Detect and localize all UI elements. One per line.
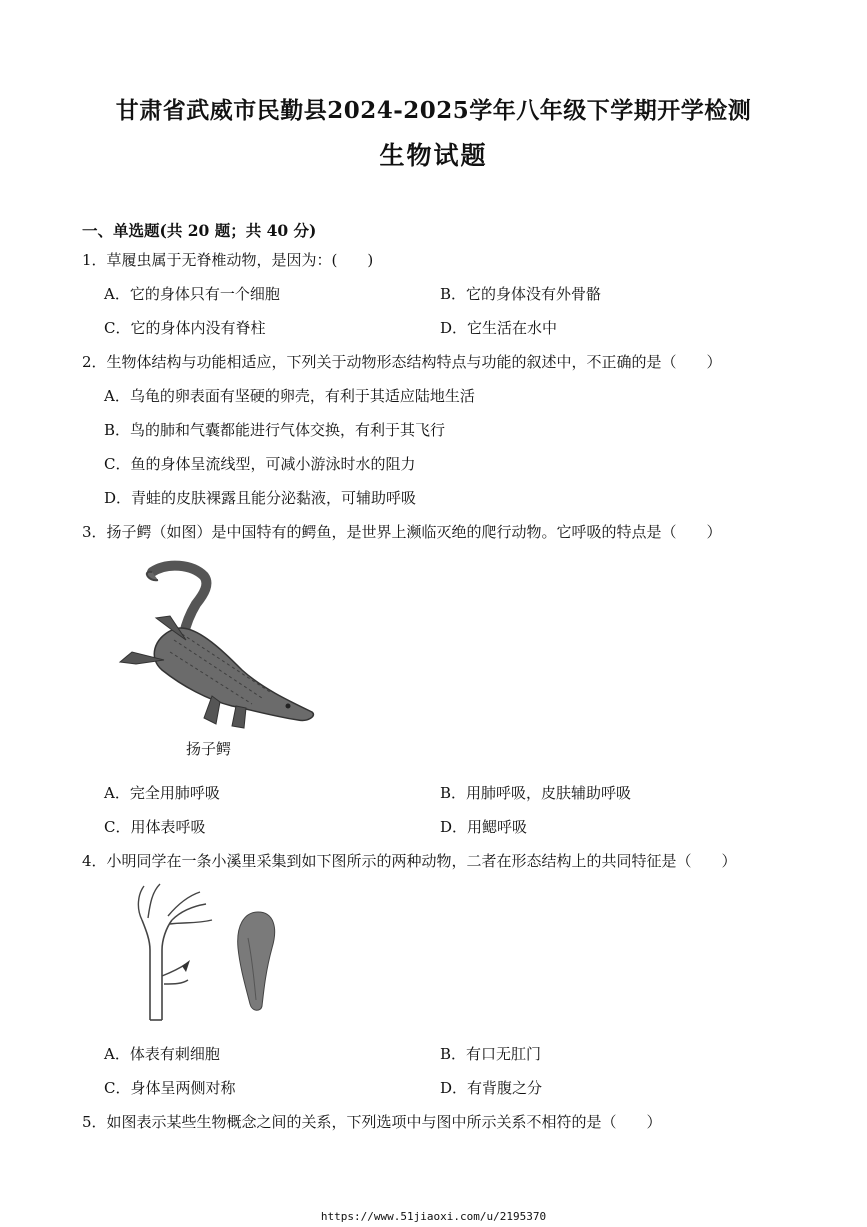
hydra-illustration <box>128 880 218 1025</box>
question-4-stem: 4．小明同学在一条小溪里采集到如下图所示的两种动物，二者在形态结构上的共同特征是（ ） <box>82 852 737 870</box>
question-3-option-c: C．用体表呼吸 <box>104 818 206 836</box>
question-2-option-d: D．青蛙的皮肤裸露且能分泌黏液，可辅助呼吸 <box>104 489 417 507</box>
question-4-option-d: D．有背腹之分 <box>440 1079 543 1097</box>
question-5-stem: 5．如图表示某些生物概念之间的关系，下列选项中与图中所示关系不相符的是（ ） <box>82 1113 662 1131</box>
question-4-option-b: B．有口无肛门 <box>440 1045 542 1063</box>
question-2-stem: 2．生物体结构与功能相适应，下列关于动物形态结构特点与功能的叙述中，不正确的是（ ） <box>82 353 722 371</box>
question-2-option-a: A．乌龟的卵表面有坚硬的卵壳，有利于其适应陆地生活 <box>104 387 475 405</box>
question-4-option-c: C．身体呈两侧对称 <box>104 1079 236 1097</box>
crocodile-illustration <box>112 560 322 735</box>
question-1-option-d: D．它生活在水中 <box>440 319 558 337</box>
question-3-option-d: D．用鳃呼吸 <box>440 818 528 836</box>
flatworm-illustration <box>228 908 288 1014</box>
question-3-option-a: A．完全用肺呼吸 <box>104 784 220 802</box>
question-1-option-a: A．它的身体只有一个细胞 <box>104 285 280 303</box>
question-2-option-c: C．鱼的身体呈流线型，可减小游泳时水的阻力 <box>104 455 416 473</box>
footer-url[interactable]: https://www.51jiaoxi.com/u/2195370 <box>320 1210 547 1223</box>
question-4-option-a: A．体表有刺细胞 <box>104 1045 220 1063</box>
question-2-option-b: B．鸟的肺和气囊都能进行气体交换，有利于其飞行 <box>104 421 446 439</box>
crocodile-caption: 扬子鳄 <box>186 740 232 758</box>
document-title: 甘肃省武威市民勤县2024-2025学年八年级下学期开学检测 <box>115 97 752 124</box>
question-1-option-c: C．它的身体内没有脊柱 <box>104 319 266 337</box>
section-heading: 一、单选题(共 20 题；共 40 分) <box>82 221 317 240</box>
question-3-stem: 3．扬子鳄（如图）是中国特有的鳄鱼，是世界上濒临灭绝的爬行动物。它呼吸的特点是（ ） <box>82 523 722 541</box>
question-1-option-b: B．它的身体没有外骨骼 <box>440 285 602 303</box>
question-1-stem: 1．草履虫属于无脊椎动物，是因为：( ) <box>82 251 374 269</box>
question-3-option-b: B．用肺呼吸，皮肤辅助呼吸 <box>440 784 632 802</box>
document-subtitle: 生物试题 <box>379 141 488 170</box>
